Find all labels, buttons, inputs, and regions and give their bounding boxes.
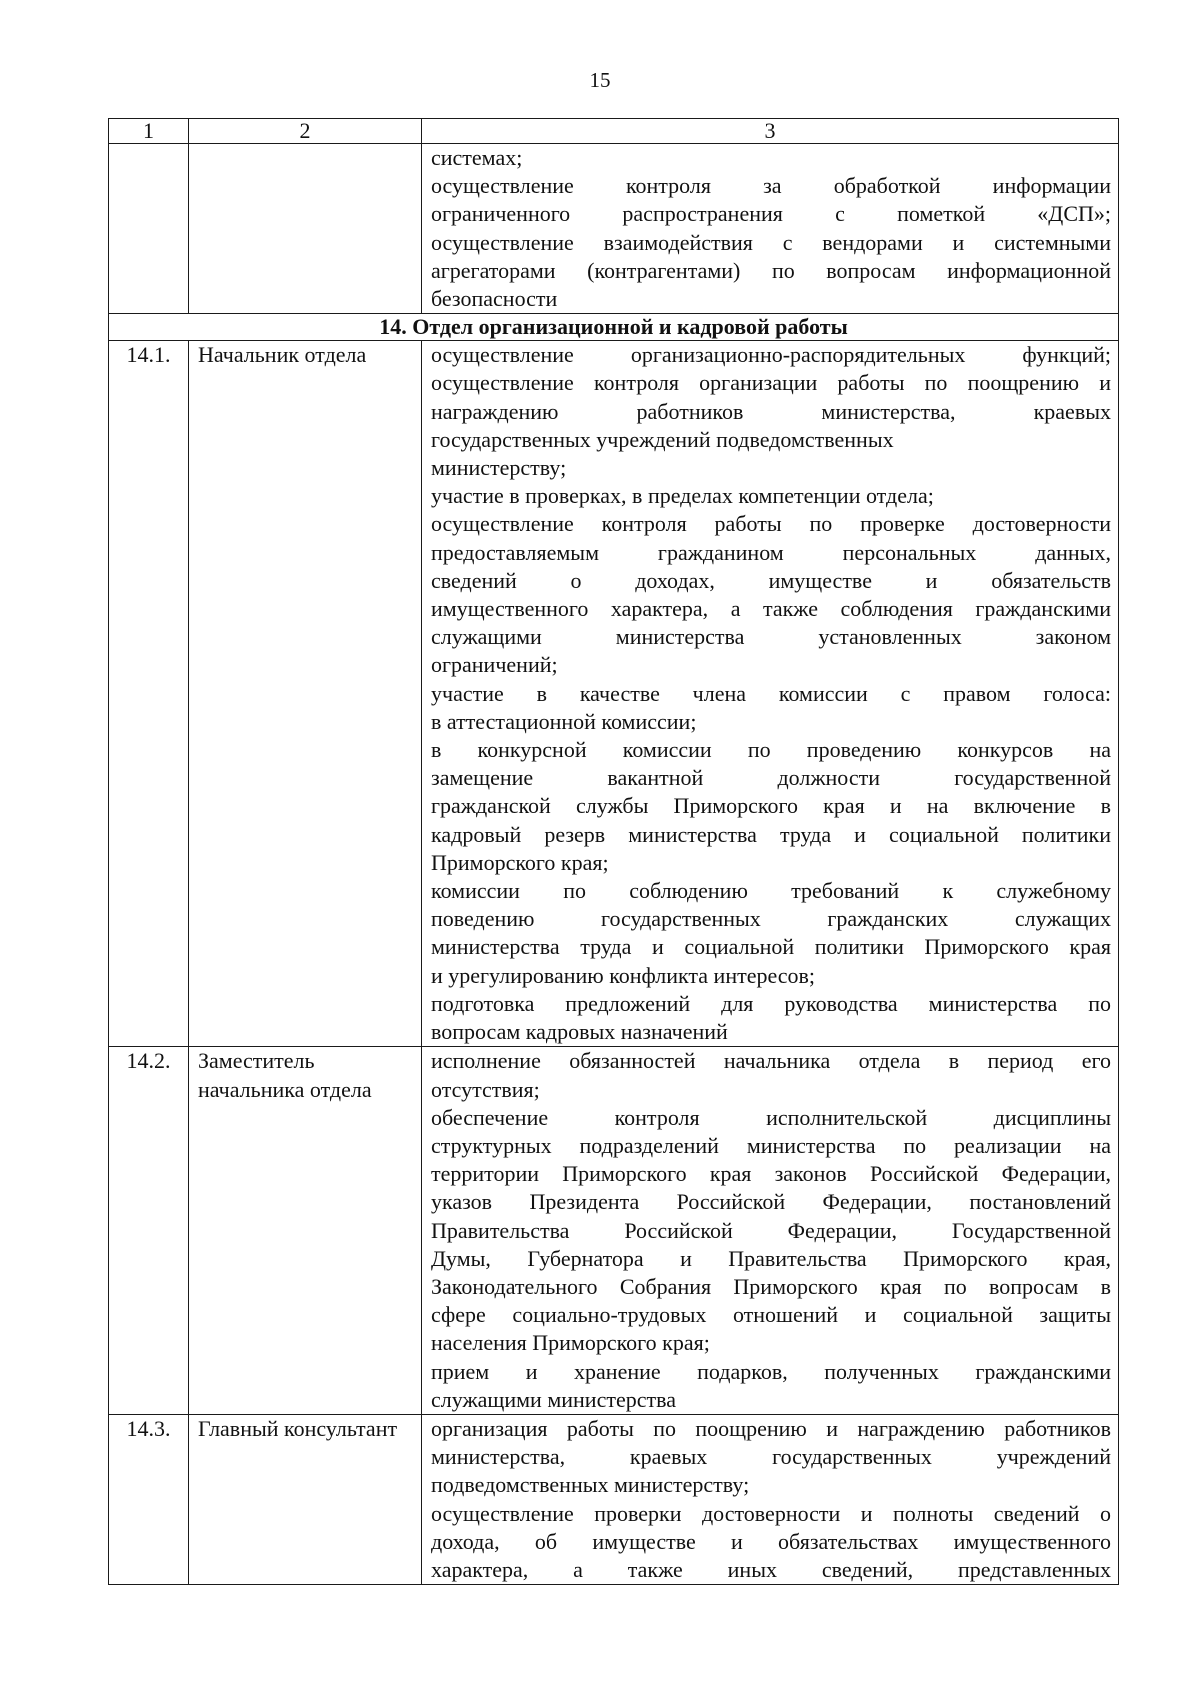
table-header-row — [109, 119, 1119, 144]
duty-line: Законодательного Собрания Приморского края по вопросам в — [431, 1273, 1111, 1299]
duty-line: осуществление организационно-распорядительных функций; — [431, 342, 1111, 368]
duty-line: министерства труда и социальной политики Приморского края — [431, 934, 1111, 960]
duty-line: имущественного характера, а также соблюдения гражданскими — [431, 596, 1111, 622]
duties-cell — [422, 1414, 1119, 1584]
duty-line: населения Приморского края; — [431, 1330, 710, 1356]
duty-line: структурных подразделений министерства по реализации на — [431, 1132, 1111, 1158]
table-row — [109, 1414, 1119, 1584]
duty-line: министерства, краевых государственных учреждений — [431, 1444, 1111, 1470]
duty-line: системах; — [431, 145, 523, 170]
header-col-1: 1 — [109, 119, 189, 144]
continuation-duties-cell — [422, 144, 1119, 314]
duty-line: осуществление контроля работы по проверке достоверности — [431, 511, 1111, 537]
duty-line: дохода, об имуществе и обязательствах имущественного — [431, 1528, 1111, 1554]
duty-line: территории Приморского края законов Российской Федерации, — [431, 1161, 1111, 1187]
duty-line: подведомственных министерству; — [431, 1472, 750, 1498]
duty-line: Думы, Губернатора и Правительства Приморского края, — [431, 1245, 1111, 1271]
duty-line: предоставляемым гражданином персональных данных, — [431, 539, 1111, 565]
duty-line: сведений о доходах, имуществе и обязательств — [431, 567, 1111, 593]
table-row — [109, 341, 1119, 1047]
duty-line: осуществление контроля организации работы по поощрению и — [431, 370, 1111, 396]
duty-line: обеспечение контроля исполнительской дисциплины — [431, 1104, 1111, 1130]
header-col-2: 2 — [189, 119, 422, 144]
row-number: 14.2. — [109, 1047, 189, 1415]
header-col-3: 3 — [422, 119, 1119, 144]
duty-line: награждению работников министерства, краевых — [431, 398, 1111, 424]
duty-line: вопросам кадровых назначений — [431, 1019, 728, 1045]
duty-line: участие в качестве члена комиссии с правом голоса: — [431, 680, 1111, 706]
duty-line: в аттестационной комиссии; — [431, 708, 697, 734]
duty-line: Правительства Российской Федерации, Государственной — [431, 1217, 1111, 1243]
duty-line: отсутствия; — [431, 1076, 540, 1102]
duty-line: гражданской службы Приморского края и на включение в — [431, 793, 1111, 819]
duty-line: ограничений; — [431, 652, 558, 678]
duty-line: подготовка предложений для руководства министерства по — [431, 990, 1111, 1016]
position-title: Заместитель начальника отдела — [189, 1047, 422, 1415]
duty-line: в конкурсной комиссии по проведению конкурсов на — [431, 737, 1111, 763]
section-title: 14. Отдел организационной и кадровой работы — [109, 314, 1119, 341]
duty-line: и урегулированию конфликта интересов; — [431, 962, 816, 988]
position-title: Начальник отдела — [189, 341, 422, 1047]
duty-line: осуществление взаимодействия с вендорами и системными — [431, 229, 1111, 255]
duty-line: исполнение обязанностей начальника отдела в период его — [431, 1048, 1111, 1074]
duty-line: служащими министерства установленных законом — [431, 624, 1111, 650]
duty-line: характера, а также иных сведений, представленных — [431, 1556, 1111, 1582]
duty-line: осуществление проверки достоверности и полноты сведений о — [431, 1500, 1111, 1526]
duty-line: осуществление контроля за обработкой информации — [431, 173, 1111, 199]
duties-table — [108, 118, 1119, 1585]
duty-line: комиссии по соблюдению требований к служебному — [431, 878, 1111, 904]
duties-cell — [422, 341, 1119, 1047]
duty-line: прием и хранение подарков, полученных гражданскими — [431, 1358, 1111, 1384]
page-number: 15 — [589, 68, 611, 92]
duty-line: агрегаторами (контрагентами) по вопросам информационной — [431, 257, 1111, 283]
continuation-row — [109, 144, 1119, 314]
duty-line: указов Президента Российской Федерации, постановлений — [431, 1189, 1111, 1215]
duties-cell — [422, 1047, 1119, 1415]
section-row — [109, 314, 1119, 341]
duty-line: кадровый резерв министерства труда и социальной политики — [431, 821, 1111, 847]
continuation-role-cell — [189, 144, 422, 314]
duty-line: безопасности — [431, 286, 558, 312]
duty-line: Приморского края; — [431, 849, 609, 875]
duty-line: государственных учреждений подведомственных — [431, 426, 894, 452]
duty-line: ограниченного распространения с пометкой «ДСП»; — [431, 201, 1111, 227]
row-number: 14.1. — [109, 341, 189, 1047]
duty-line: поведению государственных гражданских служащих — [431, 906, 1111, 932]
duty-line: участие в проверках, в пределах компетенции отдела; — [431, 483, 934, 509]
position-title: Главный консультант — [189, 1414, 422, 1584]
duty-line: замещение вакантной должности государственной — [431, 765, 1111, 791]
duty-line: министерству; — [431, 455, 567, 481]
duty-line: сфере социально-трудовых отношений и социальной защиты — [431, 1302, 1111, 1328]
duty-line: организация работы по поощрению и награждению работников — [431, 1415, 1111, 1441]
duty-line: служащими министерства — [431, 1386, 676, 1412]
table-row — [109, 1047, 1119, 1415]
row-number: 14.3. — [109, 1414, 189, 1584]
continuation-num-cell — [109, 144, 189, 314]
